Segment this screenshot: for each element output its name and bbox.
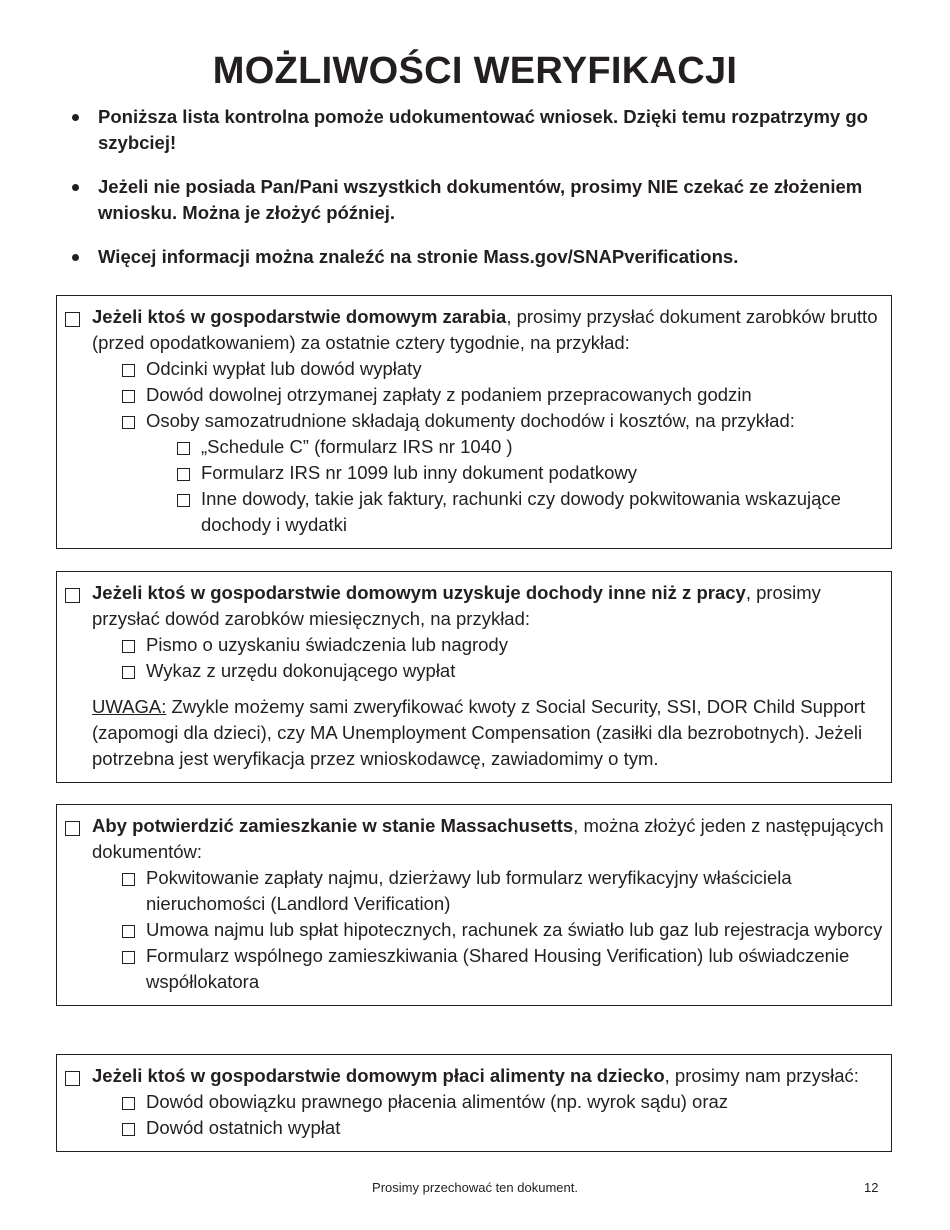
checkbox[interactable] — [122, 364, 135, 377]
checkbox[interactable] — [122, 390, 135, 403]
checkbox[interactable] — [122, 416, 135, 429]
other-income-heading: Jeżeli ktoś w gospodarstwie domowym uzyskuje dochody inne niż z pracy, prosimy przysłać dowód zarobków miesięcznych, na przykład: — [65, 580, 885, 632]
checklist-subitem: Inne dowody, takie jak faktury, rachunki czy dowody pokwitowania wskazujące dochody i wydatki — [65, 486, 885, 538]
checklist-item: Osoby samozatrudnione składają dokumenty dochodów i kosztów, na przykład: — [65, 408, 885, 434]
intro-bullet: Poniższa lista kontrolna pomoże udokumentować wniosek. Dzięki temu rozpatrzymy go szybciej! — [72, 104, 892, 156]
checklist-subitem: „Schedule C” (formularz IRS nr 1040 ) — [65, 434, 885, 460]
checkbox[interactable] — [122, 1097, 135, 1110]
checkbox[interactable] — [177, 468, 190, 481]
checkbox[interactable] — [122, 1123, 135, 1136]
checkbox[interactable] — [122, 666, 135, 679]
checkbox[interactable] — [122, 873, 135, 886]
earnings-section — [56, 295, 892, 549]
residency-heading: Aby potwierdzić zamieszkanie w stanie Massachusetts, można złożyć jeden z następujących dokumentów: — [65, 813, 885, 865]
page-number: 12 — [864, 1180, 879, 1195]
checkbox[interactable] — [122, 640, 135, 653]
checklist-item: Dowód dowolnej otrzymanej zapłaty z podaniem przepracowanych godzin — [65, 382, 885, 408]
checkbox[interactable] — [122, 951, 135, 964]
checkbox[interactable] — [177, 494, 190, 507]
checkbox[interactable] — [122, 925, 135, 938]
other-income-checkbox[interactable] — [65, 588, 80, 603]
checklist-item: Odcinki wypłat lub dowód wypłaty — [65, 356, 885, 382]
child-support-section — [56, 1054, 892, 1152]
checklist-item: Umowa najmu lub spłat hipotecznych, rachunek za światło lub gaz lub rejestracja wyborcy — [65, 917, 885, 943]
checklist-item: Pokwitowanie zapłaty najmu, dzierżawy lub formularz weryfikacyjny właściciela nieruchomości (Landlord Verification) — [65, 865, 885, 917]
checklist-item: Pismo o uzyskaniu świadczenia lub nagrody — [65, 632, 885, 658]
intro-bullet: Więcej informacji można znaleźć na stronie Mass.gov/SNAPverifications. — [72, 244, 892, 270]
footer-note: Prosimy przechować ten dokument. — [372, 1180, 578, 1195]
checkbox[interactable] — [177, 442, 190, 455]
intro-bullet-list — [72, 104, 892, 288]
earnings-checkbox[interactable] — [65, 312, 80, 327]
checklist-subitem: Formularz IRS nr 1099 lub inny dokument podatkowy — [65, 460, 885, 486]
residency-checkbox[interactable] — [65, 821, 80, 836]
checklist-item: Formularz wspólnego zamieszkiwania (Shared Housing Verification) lub oświadczenie współlokatora — [65, 943, 885, 995]
note-label: UWAGA: — [92, 696, 167, 717]
checklist-item: Wykaz z urzędu dokonującego wypłat — [65, 658, 885, 684]
note — [65, 694, 885, 772]
residency-section — [56, 804, 892, 1006]
note-text: Zwykle możemy sami zweryfikować kwoty z Social Security, SSI, DOR Child Support (zapomogi dla dzieci), czy MA Unemployment Compensation (zasiłki dla bezrobotnych). Jeżeli potrzebna jest weryfikacja przez wnioskodawcę, zawiadomimy o tym. — [92, 696, 866, 769]
checklist-item: Dowód obowiązku prawnego płacenia alimentów (np. wyrok sądu) oraz — [65, 1089, 885, 1115]
checklist-item: Dowód ostatnich wypłat — [65, 1115, 885, 1141]
earnings-heading: Jeżeli ktoś w gospodarstwie domowym zarabia, prosimy przysłać dokument zarobków brutto (przed opodatkowaniem) za ostatnie cztery tygodnie, na przykład: — [65, 304, 885, 356]
page-title: MOŻLIWOŚCI WERYFIKACJI — [212, 50, 738, 92]
intro-bullet: Jeżeli nie posiada Pan/Pani wszystkich dokumentów, prosimy NIE czekać ze złożeniem wniosku. Można je złożyć później. — [72, 174, 892, 226]
child-support-heading: Jeżeli ktoś w gospodarstwie domowym płaci alimenty na dziecko, prosimy nam przysłać: — [65, 1063, 885, 1089]
child-support-checkbox[interactable] — [65, 1071, 80, 1086]
other-income-section — [56, 571, 892, 783]
